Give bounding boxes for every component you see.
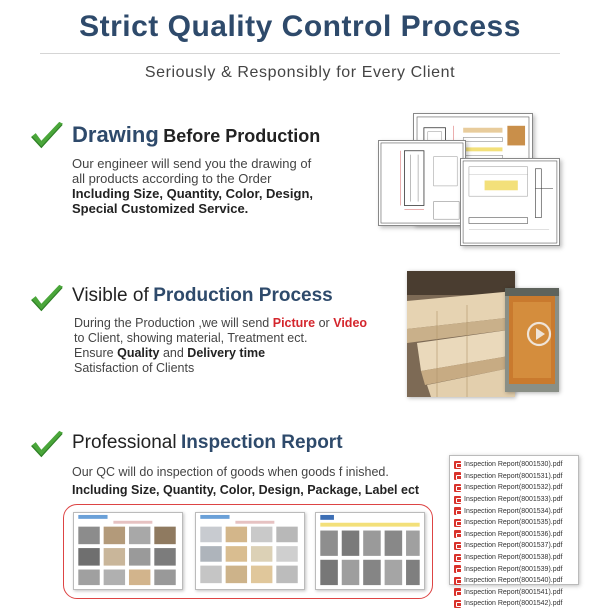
file-item[interactable] (454, 471, 574, 483)
file-item[interactable] (454, 459, 574, 471)
section-drawing-heading (72, 122, 320, 148)
text-span: Ensure (74, 346, 114, 360)
file-item[interactable] (454, 587, 574, 599)
file-item[interactable] (454, 563, 574, 575)
file-name: Inspection Report(8001540).pdf (464, 577, 563, 585)
file-item[interactable] (454, 482, 574, 494)
file-name: Inspection Report(8001536).pdf (464, 530, 563, 538)
pdf-icon (454, 519, 461, 527)
text-span: or (318, 316, 330, 330)
file-name: Inspection Report(8001535).pdf (464, 519, 563, 527)
check-icon (28, 283, 66, 315)
text-line: to Client, showing material, Treatment ect. (74, 331, 308, 345)
pdf-icon (454, 496, 461, 504)
highlight-video: Video (333, 316, 368, 330)
inspection-report-thumbnail (73, 512, 183, 590)
pdf-icon (454, 484, 461, 492)
file-item[interactable] (454, 494, 574, 506)
check-icon (28, 120, 66, 152)
text-line: Our engineer will send you the drawing of (72, 156, 312, 171)
file-name: Inspection Report(8001530).pdf (464, 461, 563, 469)
inspection-file-list (449, 455, 579, 608)
text-line (74, 346, 367, 361)
highlight-quality: Quality (117, 346, 160, 360)
file-name: Inspection Report(8001533).pdf (464, 496, 563, 504)
text-line: Our QC will do inspection of goods when goods f inished. (72, 465, 389, 479)
section-drawing-text (72, 156, 313, 216)
text-line: Satisfaction of Clients (74, 361, 195, 375)
text-line: Including Size, Quantity, Color, Design, Package, Label ect (72, 483, 420, 497)
text-span: During the Production ,we will send (74, 316, 270, 330)
text-line (74, 316, 367, 331)
door-drawing-sheet (460, 158, 560, 246)
section-production-heading (72, 285, 333, 307)
inspection-report-thumbnail (195, 512, 305, 590)
highlight-picture: Picture (272, 316, 316, 330)
file-item[interactable] (454, 575, 574, 587)
text-span: and (162, 346, 184, 360)
text-line: Including Size, Quantity, Color, Design, (72, 186, 314, 201)
file-name: Inspection Report(8001532).pdf (464, 484, 563, 492)
pdf-icon (454, 507, 461, 515)
section-production-text (74, 316, 367, 376)
file-name: Inspection Report(8001531).pdf (464, 472, 563, 480)
inspection-report-thumbnail (315, 512, 425, 590)
pdf-icon (454, 472, 461, 480)
heading-part2: Production Process (153, 285, 333, 306)
pdf-icon (454, 588, 461, 596)
file-name: Inspection Report(8001537).pdf (464, 542, 563, 550)
pdf-icon (454, 530, 461, 538)
file-name: Inspection Report(8001534).pdf (464, 507, 563, 515)
production-photo (407, 271, 515, 397)
text-line: Special Customized Service. (72, 201, 249, 216)
pdf-icon (454, 577, 461, 585)
heading-part1: Drawing (72, 122, 159, 147)
text-line: all products according to the Order (72, 171, 272, 186)
file-name: Inspection Report(8001541).pdf (464, 588, 563, 596)
file-item[interactable] (454, 517, 574, 529)
heading-part2: Before Production (163, 126, 321, 146)
pdf-icon (454, 542, 461, 550)
file-name: Inspection Report(8001539).pdf (464, 565, 563, 573)
heading-part2: Inspection Report (181, 432, 343, 453)
pdf-icon (454, 600, 461, 608)
file-item[interactable] (454, 598, 574, 610)
title-divider (40, 53, 560, 54)
production-video-thumbnail (505, 288, 559, 392)
check-icon (28, 429, 66, 461)
page-title: Strict Quality Control Process (79, 10, 521, 43)
heading-part1: Professional (72, 432, 177, 453)
file-name: Inspection Report(8001538).pdf (464, 554, 563, 562)
heading-part1: Visible of (72, 285, 149, 306)
pdf-icon (454, 461, 461, 469)
pdf-icon (454, 554, 461, 562)
file-item[interactable] (454, 529, 574, 541)
door-drawing-sheet (378, 140, 466, 226)
file-item[interactable] (454, 505, 574, 517)
pdf-icon (454, 565, 461, 573)
file-item[interactable] (454, 540, 574, 552)
file-name: Inspection Report(8001542).pdf (464, 600, 563, 608)
section-inspection-text (72, 465, 419, 498)
highlight-delivery: Delivery time (187, 346, 266, 360)
page-subtitle: Seriously & Responsibly for Every Client (144, 64, 456, 81)
file-item[interactable] (454, 552, 574, 564)
section-inspection-heading (72, 432, 343, 454)
